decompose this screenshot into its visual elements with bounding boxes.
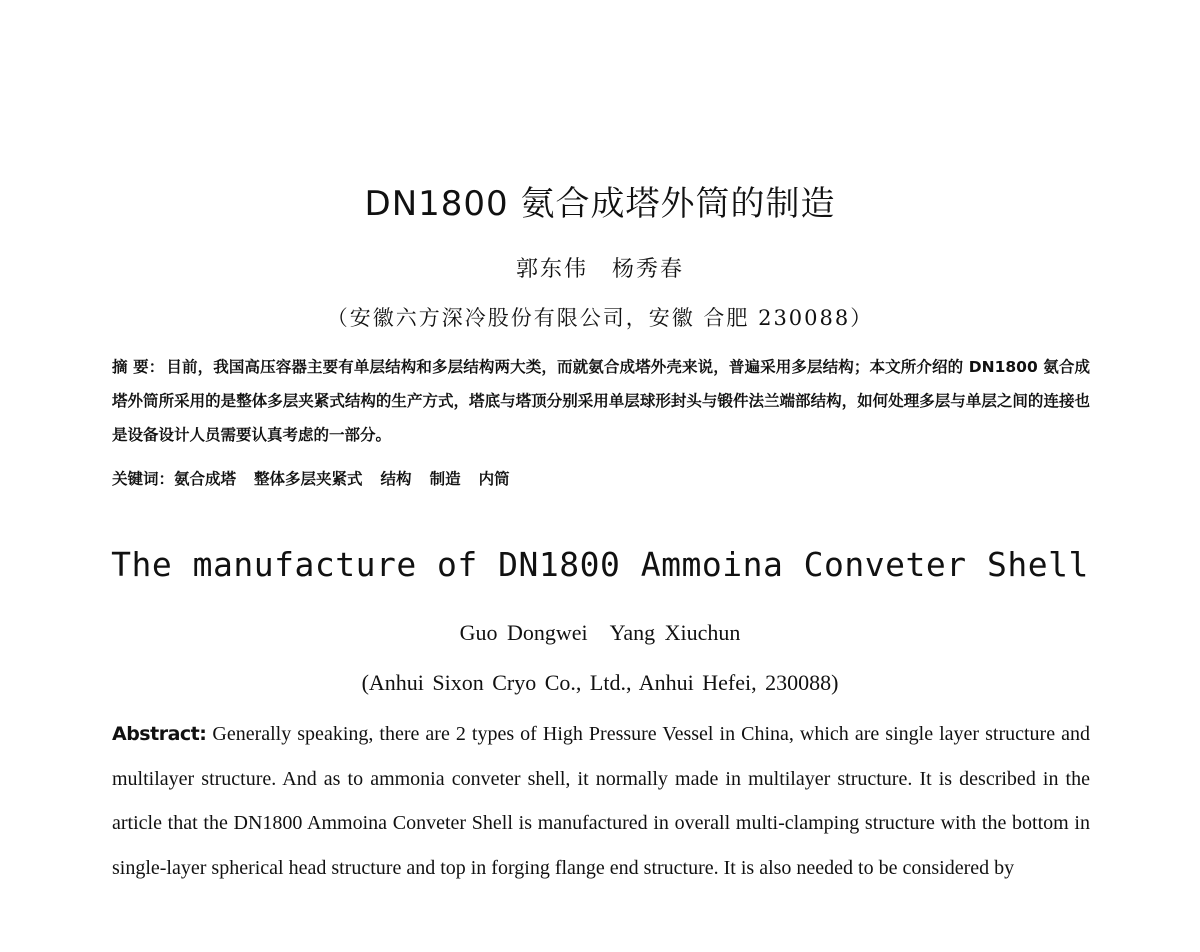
keyword: 结构 — [380, 470, 412, 488]
chinese-abstract — [112, 350, 1090, 452]
chinese-authors: 郭东伟 杨秀春 — [515, 257, 684, 282]
keyword: 整体多层夹紧式 — [254, 470, 363, 488]
chinese-abstract-label: 摘 要： — [112, 358, 165, 376]
chinese-abstract-text: 目前，我国高压容器主要有单层结构和多层结构两大类，而就氨合成塔外壳来说，普遍采用多层结构；本文所介绍的 DN1800 氨合成塔外筒所采用的是整体多层夹紧式结构的生产方式，塔底与塔顶分别采用单层球形封头与锻件法兰端部结构，如何处理多层与单层之间的连接也是设备设计人员需要认真考虑的一部分。 — [112, 358, 1090, 444]
english-abstract — [112, 712, 1090, 890]
english-author: Guo Dongwei — [459, 620, 588, 645]
english-affiliation: (Anhui Sixon Cryo Co., Ltd., Anhui Hefei, 230088) — [361, 670, 839, 695]
chinese-title: DN1800 氨合成塔外筒的制造 — [364, 184, 836, 224]
chinese-keywords — [112, 462, 1090, 496]
chinese-affiliation: （安徽六方深冷股份有限公司，安徽 合肥 230088） — [326, 306, 874, 330]
english-authors — [0, 620, 1200, 646]
chinese-keywords-label: 关键词： — [112, 470, 175, 488]
keyword: 内筒 — [478, 470, 510, 488]
keyword: 氨合成塔 — [174, 470, 237, 488]
english-author: Yang Xiuchun — [609, 620, 741, 645]
keyword: 制造 — [429, 470, 461, 488]
english-abstract-label: Abstract: — [112, 723, 207, 745]
english-abstract-text: Generally speaking, there are 2 types of High Pressure Vessel in China, which are single layer structure and multilayer structure. And as to ammonia conveter shell, it normally made in multilayer structure. It is described in the article that the DN1800 Ammoina Conveter Shell is manufactured in overall multi-clamping structure with the bottom in single-layer spherical head structure and top in forging flange end structure. It is also needed to be considered by — [112, 723, 1091, 879]
english-title: The manufacture of DN1800 Ammoina Conveter Shell — [111, 545, 1089, 584]
